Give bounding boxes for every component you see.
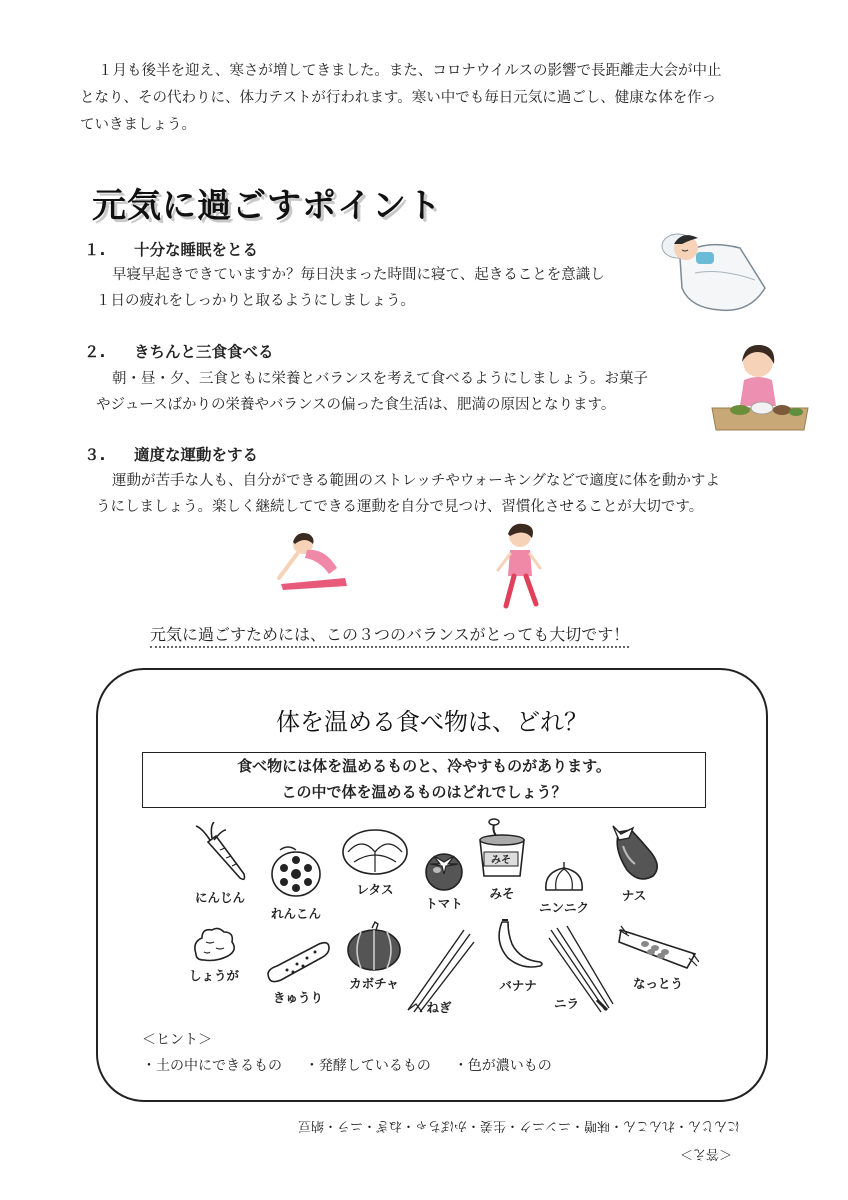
balance-note: 元気に過ごすためには、この３つのバランスがとっても大切です！ (150, 622, 629, 648)
hint-item-1: ・土の中にできるもの (142, 1058, 282, 1074)
pumpkin-icon (345, 920, 403, 972)
food-ginger (178, 924, 250, 984)
miso-tag: みそ (491, 855, 511, 866)
food-pumpkin-label: カボチャ (349, 976, 399, 991)
intro-line-1: １月も後半を迎え、寒さが増してきました。また、コロナウイルスの影響で長距離走大会が中止 (98, 63, 722, 79)
food-tomato-label: トマト (425, 896, 463, 911)
cucumber-icon (263, 936, 333, 986)
section-2-number: ２. (84, 343, 106, 361)
section-3-heading (84, 443, 258, 465)
answer-text: にんじん・れんこん・味噌・ニンニク・生姜・かぼちゃ・ねぎ・ニラ・納豆 (298, 1118, 741, 1133)
food-cucumber (258, 936, 338, 1006)
food-cucumber-label: きゅうり (272, 990, 323, 1005)
hint-title: ＜ヒント＞ (142, 1032, 212, 1048)
hint-item-3: ・色が濃いもの (453, 1058, 552, 1074)
section-3-body-1: 運動が苦手な人も、自分ができる範囲のストレッチやウォーキングなどで適度に体を動かすよ (112, 473, 720, 489)
section-3-number: ３. (84, 446, 106, 464)
quiz-title: 体を温める食べ物は、どれ？ (276, 708, 588, 736)
food-eggplant-label: ナス (621, 888, 647, 903)
banana-icon (488, 918, 548, 974)
food-negi (400, 924, 478, 1016)
miso-icon (474, 816, 530, 882)
section-1-number: １. (84, 241, 106, 259)
section-1-body-1: 早寝早起きできていますか？毎日決まった時間に寝て、起きることを意識し (112, 267, 605, 283)
food-lotus (260, 842, 332, 922)
walking-girl-illustration (492, 520, 548, 616)
food-nira-label: ニラ (554, 996, 580, 1011)
food-eggplant (598, 822, 670, 904)
food-carrot-label: にんじん (194, 890, 245, 905)
food-garlic (528, 860, 600, 916)
food-garlic-label: ニンニク (538, 900, 589, 915)
section-2-body-1: 朝・昼・夕、三食ともに栄養とバランスを考えて食べるようにしましょう。お菓子 (112, 371, 649, 387)
hint-item-2: ・発酵しているもの (304, 1058, 431, 1074)
food-natto (614, 920, 702, 992)
answer-label: ＜答え＞ (680, 1146, 733, 1161)
stretching-girl-illustration (275, 528, 355, 598)
food-negi-label: ねぎ (426, 1000, 452, 1015)
section-3-body-2: うにしましょう。楽しく継続してできる運動を自分で見つけ、習慣化させることが大切です。 (96, 499, 704, 515)
food-banana-label: バナナ (499, 978, 537, 993)
section-1-body-2: １日の疲れをしっかりと取るようにしましょう。 (96, 293, 415, 309)
quiz-box (96, 668, 768, 1102)
food-miso (470, 816, 534, 902)
food-miso-label: みそ (489, 886, 515, 901)
intro-line-2: となり、その代わりに、体力テストが行われます。寒い中でも毎日元気に過ごし、健康な体を作っ (80, 90, 717, 106)
eating-girl-illustration (710, 340, 810, 440)
natto-icon (617, 920, 699, 972)
sleeping-child-illustration (660, 218, 770, 322)
food-lotus-label: れんこん (270, 906, 321, 921)
carrot-icon (188, 822, 252, 886)
food-lettuce (334, 822, 416, 898)
intro-line-3: ていきましょう。 (80, 117, 196, 133)
food-carrot (184, 822, 256, 906)
quiz-question-line-1: 食べ物には体を温めるものと、冷やすものがあります。 (237, 757, 611, 775)
food-ginger-label: しょうが (188, 968, 239, 983)
section-2-title: きちんと三食食べる (134, 343, 274, 361)
quiz-question-line-2: この中で体を温めるものはどれでしょう？ (281, 783, 567, 801)
lotus-root-icon (266, 842, 326, 902)
section-1-title: 十分な睡眠をとる (134, 241, 259, 259)
intro-paragraph (80, 58, 780, 139)
food-nira (544, 924, 622, 1012)
food-natto-label: なっとう (632, 976, 683, 991)
garlic-icon (542, 860, 586, 896)
food-lettuce-label: レタス (356, 882, 394, 897)
lettuce-icon (338, 822, 412, 878)
tomato-icon (420, 844, 468, 892)
section-3-title: 適度な運動をする (134, 446, 259, 464)
section-2-body-2: やジュースばかりの栄養やバランスの偏った食生活は、肥満の原因となります。 (96, 397, 616, 413)
quiz-question-box (142, 752, 706, 808)
ginger-icon (188, 924, 240, 964)
eggplant-icon (605, 822, 663, 884)
hint-list (142, 1052, 552, 1080)
section-1-heading (84, 238, 258, 260)
section-2-heading (84, 340, 274, 362)
page-title: 元気に過ごすポイント (92, 186, 442, 226)
